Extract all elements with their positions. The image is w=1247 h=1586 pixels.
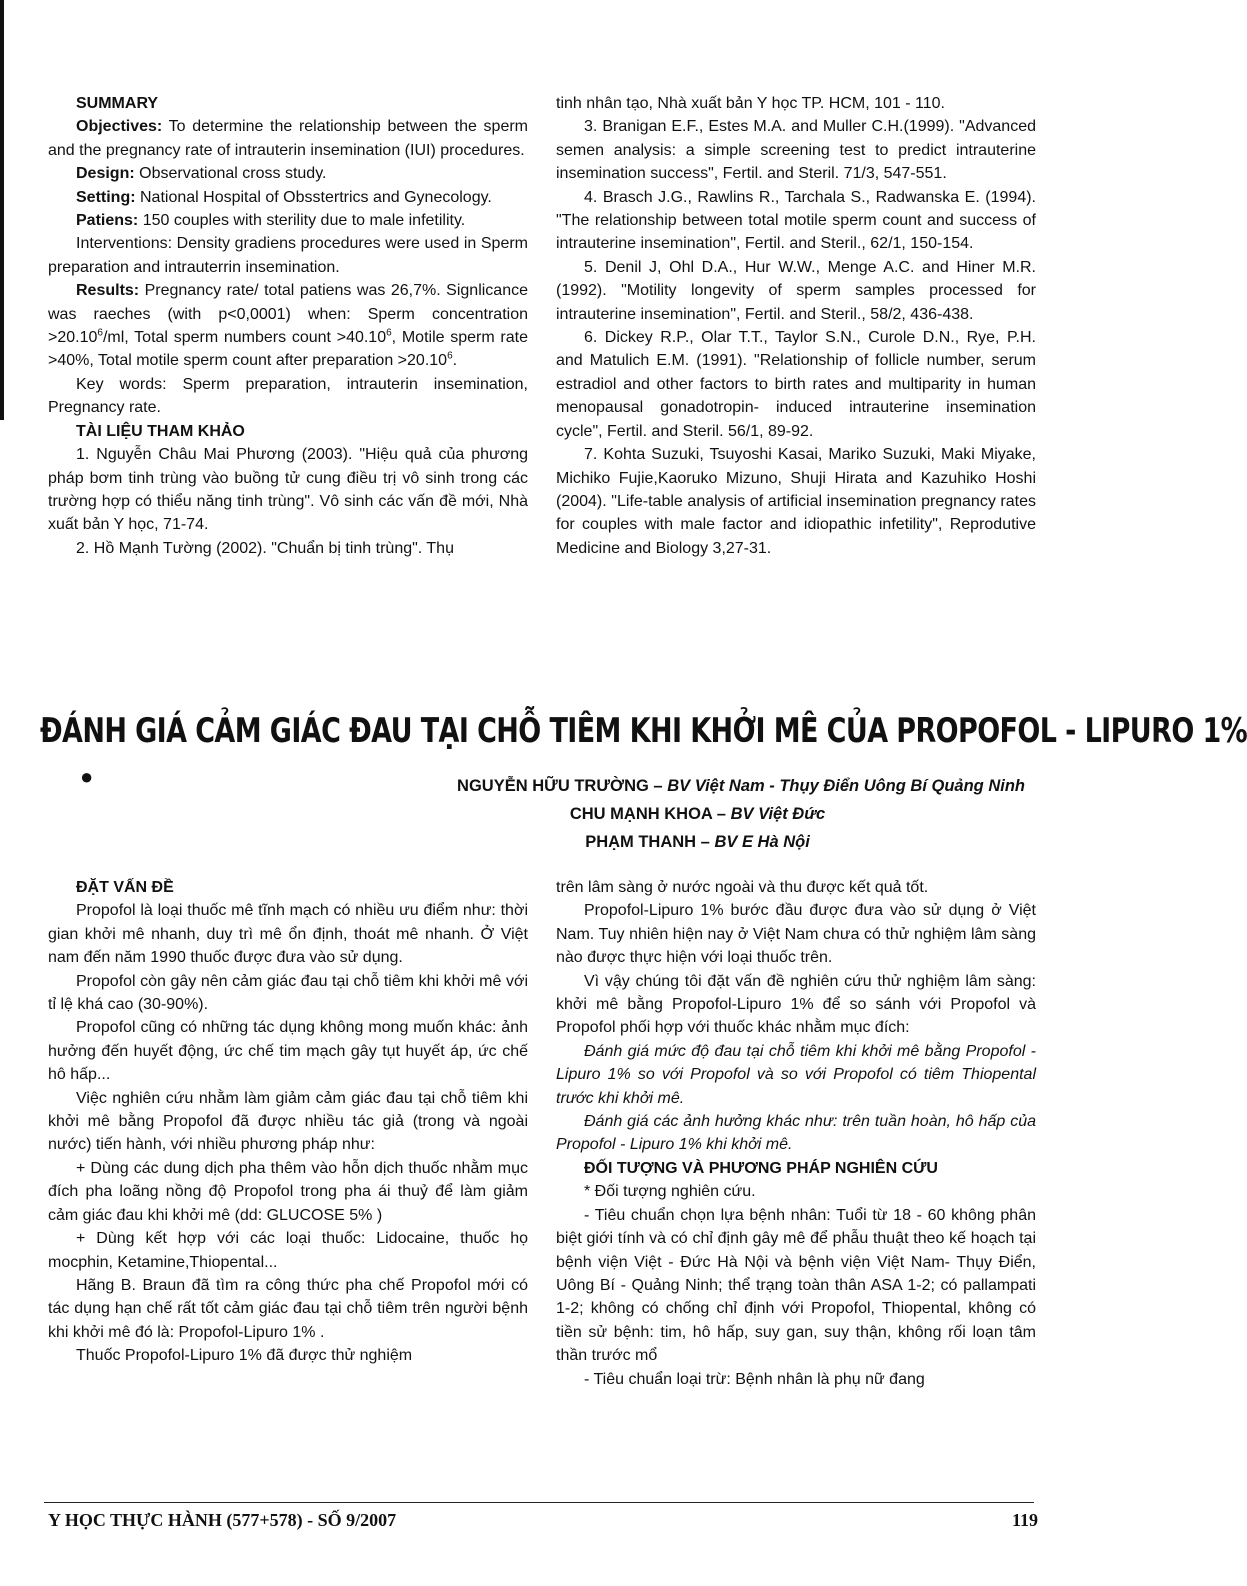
reference-item: 2. Hồ Mạnh Tường (2002). "Chuẩn bị tinh trùng". Thụ — [76, 539, 454, 557]
summary-design: Design: Observational cross study. — [76, 165, 327, 183]
section-heading: ĐẶT VẤN ĐỀ — [76, 879, 174, 896]
body-paragraph-continued: trên lâm sàng ở nước ngoài và thu được kết quả tốt. — [556, 879, 929, 896]
reference-item: 5. Denil J, Ohl D.A., Hur W.W., Menge A.C. and Hiner M.R.(1992). "Motility longevity of sperm samples processed for intrauterine insemination", Fertil. and Steril., 58/2, 436-438. — [556, 258, 1036, 323]
body-paragraph: - Tiêu chuẩn chọn lựa bệnh nhân: Tuổi từ 18 - 60 không phân biệt giới tính và có chỉ định gây mê để phẫu thuật theo kế hoạch tại bệnh viện Việt - Đức Hà Nội và bệnh viện Việt Nam- Thụy Điển, Uông Bí - Quảng Ninh; thể trạng toàn thân ASA 1-2; có pallampati 1-2; không có chống chỉ định với Propofol, Thiopental, không có tiền sử bệnh: tim, hô hấp, suy gan, suy thận, không rối loạn tâm thần trước mổ — [556, 1206, 1036, 1365]
reference-item: 3. Branigan E.F., Estes M.A. and Muller C.H.(1999). "Advanced semen analysis: a simple screening test to predict intrauterine insemination success", Fertil. and Steril. 71/3, 547-551. — [556, 118, 1036, 183]
body-paragraph: Hãng B. Braun đã tìm ra công thức pha chế Propofol mới có tác dụng hạn chế rất tốt cảm giác đau tại chỗ tiêm trên người bệnh khi khởi mê đó là: Propofol-Lipuro 1% . — [48, 1276, 528, 1341]
author-line: CHU MẠNH KHOA – BV Việt Đức — [569, 805, 826, 823]
summary-objectives: Objectives: To determine the relationship between the sperm and the pregnancy rate of intrauterin insemination (IUI) procedures. — [48, 118, 528, 159]
bullet-mark: ● — [80, 764, 94, 789]
authors-block — [300, 772, 1025, 856]
body-paragraph: Việc nghiên cứu nhằm làm giảm cảm giác đau tại chỗ tiêm khi khởi mê bằng Propofol đã được nhiều tác giả (trong và ngoài nước) tiến hành, với nhiều phương pháp như: — [48, 1089, 528, 1154]
body-paragraph: Propofol còn gây nên cảm giác đau tại chỗ tiêm khi khởi mê với tỉ lệ khá cao (30-90%). — [48, 972, 528, 1014]
body-paragraph: + Dùng các dung dịch pha thêm vào hỗn dịch thuốc nhằm mục đích pha loãng nồng độ Propofol trong pha ái thuỷ để làm giảm cảm giác đau khi khởi mê (dd: GLUCOSE 5% ) — [48, 1159, 528, 1224]
summary-column — [48, 92, 528, 560]
section-heading: ĐỐI TƯỢNG VÀ PHƯƠNG PHÁP NGHIÊN CỨU — [584, 1159, 938, 1177]
footer-rule — [44, 1502, 1034, 1503]
summary-patiens: Patiens: 150 couples with sterility due to male infetility. — [76, 212, 466, 230]
body-right-column — [556, 876, 1036, 1391]
body-left-column — [48, 876, 528, 1368]
body-paragraph: * Đối tượng nghiên cứu. — [584, 1183, 756, 1201]
article-title: ĐÁNH GIÁ CẢM GIÁC ĐAU TẠI CHỖ TIÊM KHI KHỞI MÊ CỦA PROPOFOL - LIPURO 1% — [40, 712, 1247, 751]
body-paragraph: Propofol cũng có những tác dụng không mong muốn khác: ảnh hưởng đến huyết động, ức chế tim mạch gây tụt huyết áp, ức chế hô hấp... — [48, 1019, 528, 1084]
author-line: PHẠM THANH – BV E Hà Nội — [585, 833, 810, 851]
summary-results: Results: Pregnancy rate/ total patiens was 26,7%. Signlicance was raeches (with p<0,0001) when: Sperm concentration $>20.10^6/ml$, Total sperm numbers count $>40.10^6$, Motile sperm rate >40%, Total motile sperm count after preparation $>20.10^6$. — [48, 282, 529, 370]
summary-setting: Setting: National Hospital of Obsstertrics and Gynecology. — [76, 188, 492, 206]
body-paragraph: Propofol-Lipuro 1% bước đầu được đưa vào sử dụng ở Việt Nam. Tuy nhiên hiện nay ở Việt Nam chưa có thử nghiệm lâm sàng nào được thực hiện với loại thuốc trên. — [556, 902, 1036, 967]
reference-item: 1. Nguyễn Châu Mai Phương (2003). "Hiệu quả của phương pháp bơm tinh trùng vào buồng tử cung điều trị vô sinh trong các trường hợp có thiểu năng tinh trùng". Vô sinh các vấn đề mới, Nhà xuất bản Y học, 71-74. — [48, 446, 528, 534]
body-paragraph: - Tiêu chuẩn loại trừ: Bệnh nhân là phụ nữ đang — [584, 1370, 925, 1388]
author-line: NGUYỄN HỮU TRƯỜNG – BV Việt Nam - Thụy Điển Uông Bí Quảng Ninh — [457, 777, 1025, 795]
references-column — [556, 92, 1036, 560]
reference-item-continued: tinh nhân tạo, Nhà xuất bản Y học TP. HCM, 101 - 110. — [556, 95, 945, 112]
summary-heading: SUMMARY — [76, 95, 159, 112]
reference-item: 6. Dickey R.P., Olar T.T., Taylor S.N., Curole D.N., Rye, P.H. and Matulich E.M. (1991). "Relationship of follicle number, serum estradiol and other factors to birth rates and multiparity in human menopausal gonadotropin- induced intrauterine insemination cycle", Fertil. and Steril. 56/1, 89-92. — [556, 329, 1036, 440]
page-number: 119 — [1012, 1510, 1039, 1530]
objective-paragraph: Đánh giá các ảnh hưởng khác như: trên tuần hoàn, hô hấp của Propofol - Lipuro 1% khi khởi mê. — [556, 1113, 1036, 1154]
body-paragraph: Propofol là loại thuốc mê tĩnh mạch có nhiều ưu điểm như: thời gian khởi mê nhanh, duy trì mê ổn định, thoát mê nhanh. Ở Việt nam đến năm 1990 thuốc được đưa vào sử dụng. — [48, 902, 528, 967]
summary-interventions: Interventions: Density gradiens procedures were used in Sperm preparation and intrauterrin insemination. — [48, 235, 528, 276]
body-paragraph: + Dùng kết hợp với các loại thuốc: Lidocaine, thuốc họ mocphin, Ketamine,Thiopental... — [48, 1230, 528, 1271]
body-paragraph: Thuốc Propofol-Lipuro 1% đã được thử nghiệm — [76, 1347, 413, 1365]
reference-item: 4. Brasch J.G., Rawlins R., Tarchala S., Radwanska E. (1994). "The relationship between total motile sperm count and success of intrauterine insemination", Fertil. and Steril., 62/1, 150-154. — [556, 188, 1036, 253]
summary-keywords: Key words: Sperm preparation, intrauterin insemination, Pregnancy rate. — [48, 375, 528, 417]
scan-edge-bar — [0, 0, 4, 420]
journal-footer: Y HỌC THỰC HÀNH (577+578) - SỐ 9/2007 — [48, 1510, 397, 1530]
reference-item: 7. Kohta Suzuki, Tsuyoshi Kasai, Mariko Suzuki, Maki Miyake, Michiko Fujie,Kaoruko Mizuno, Shuji Hirata and Kazuhiko Hoshi (2004). "Life-table analysis of artificial insemination pregnancy rates for couples with male factor and idiopathic infetility", Reprodutive Medicine and Biology 3,27-31. — [556, 446, 1036, 557]
objective-paragraph: Đánh giá mức độ đau tại chỗ tiêm khi khởi mê bằng Propofol - Lipuro 1% so với Propofol và so với Propofol có tiêm Thiopental trước khi khởi mê. — [556, 1042, 1036, 1107]
references-heading: TÀI LIỆU THAM KHẢO — [76, 422, 245, 440]
body-paragraph: Vì vậy chúng tôi đặt vấn đề nghiên cứu thử nghiệm lâm sàng: khởi mê bằng Propofol-Lipuro 1% để so sánh với Propofol và Propofol phối hợp với thuốc khác nhằm mục đích: — [556, 972, 1036, 1037]
